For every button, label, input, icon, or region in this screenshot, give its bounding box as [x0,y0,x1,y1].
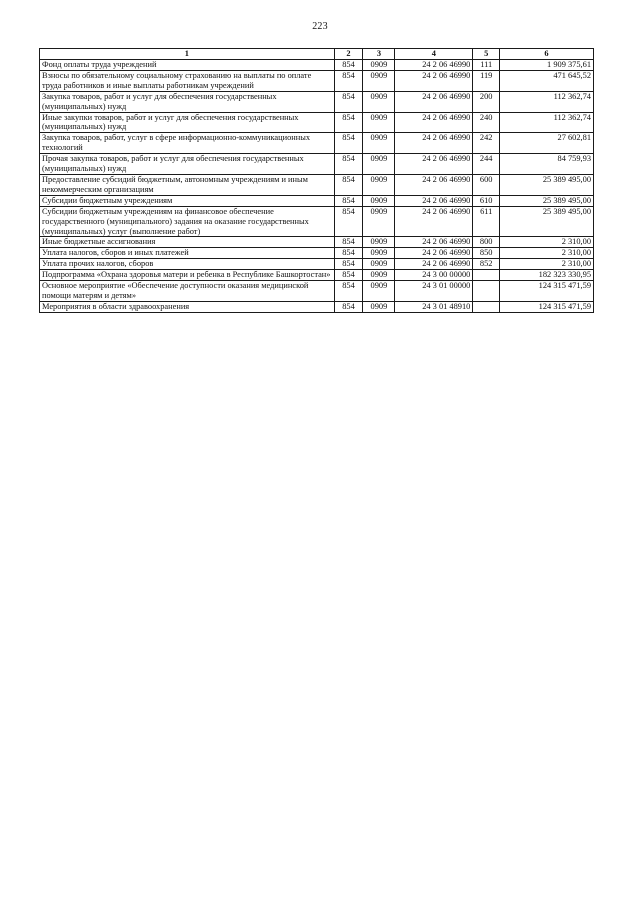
row-section-code: 0909 [363,91,395,112]
column-header-6: 6 [500,49,594,60]
row-section-code: 0909 [363,270,395,281]
row-amount: 2 310,00 [500,248,594,259]
column-header-4: 4 [395,49,473,60]
row-target-code: 24 2 06 46990 [395,154,473,175]
table-row [40,237,594,248]
row-expense-type: 111 [473,60,500,71]
row-admin-code: 854 [334,281,363,302]
table-row [40,70,594,91]
row-name: Иные бюджетные ассигнования [40,237,335,248]
row-amount: 112 362,74 [500,112,594,133]
row-admin-code: 854 [334,301,363,312]
table-body [40,60,594,313]
row-section-code: 0909 [363,248,395,259]
row-amount: 25 389 495,00 [500,174,594,195]
row-admin-code: 854 [334,237,363,248]
row-expense-type: 852 [473,259,500,270]
row-target-code: 24 2 06 46990 [395,237,473,248]
row-name: Подпрограмма «Охрана здоровья матери и ребенка в Республике Башкортостан» [40,270,335,281]
row-target-code: 24 2 06 46990 [395,112,473,133]
page-number: 223 [312,21,328,32]
row-expense-type: 850 [473,248,500,259]
row-expense-type: 242 [473,133,500,154]
row-section-code: 0909 [363,154,395,175]
row-admin-code: 854 [334,206,363,237]
column-header-5: 5 [473,49,500,60]
row-target-code: 24 3 01 00000 [395,281,473,302]
row-section-code: 0909 [363,112,395,133]
column-header-3: 3 [363,49,395,60]
row-target-code: 24 2 06 46990 [395,133,473,154]
row-section-code: 0909 [363,60,395,71]
row-admin-code: 854 [334,195,363,206]
row-target-code: 24 3 01 48910 [395,301,473,312]
budget-table [39,48,594,313]
row-amount: 1 909 375,61 [500,60,594,71]
row-section-code: 0909 [363,206,395,237]
row-name: Закупка товаров, работ и услуг для обеспечения государственных (муниципальных) нужд [40,91,335,112]
row-name: Фонд оплаты труда учреждений [40,60,335,71]
row-expense-type: 200 [473,91,500,112]
row-name: Субсидии бюджетным учреждениям [40,195,335,206]
table-row [40,133,594,154]
row-expense-type: 610 [473,195,500,206]
row-amount: 84 759,93 [500,154,594,175]
row-expense-type [473,270,500,281]
row-name: Иные закупки товаров, работ и услуг для обеспечения государственных (муниципальных) нужд [40,112,335,133]
row-amount: 471 645,52 [500,70,594,91]
row-section-code: 0909 [363,237,395,248]
row-admin-code: 854 [334,91,363,112]
row-target-code: 24 2 06 46990 [395,60,473,71]
row-admin-code: 854 [334,112,363,133]
table-row [40,91,594,112]
row-amount: 112 362,74 [500,91,594,112]
table-row [40,248,594,259]
row-expense-type: 800 [473,237,500,248]
row-amount: 2 310,00 [500,259,594,270]
row-expense-type: 240 [473,112,500,133]
row-admin-code: 854 [334,259,363,270]
row-section-code: 0909 [363,281,395,302]
row-admin-code: 854 [334,60,363,71]
table-row [40,195,594,206]
table-row [40,174,594,195]
row-target-code: 24 2 06 46990 [395,91,473,112]
row-name: Закупка товаров, работ, услуг в сфере информационно-коммуникационных технологий [40,133,335,154]
row-section-code: 0909 [363,195,395,206]
table-row [40,206,594,237]
row-expense-type: 119 [473,70,500,91]
row-name: Основное мероприятие «Обеспечение доступности оказания медицинской помощи матерям и детям» [40,281,335,302]
row-name: Прочая закупка товаров, работ и услуг для обеспечения государственных (муниципальных) нужд [40,154,335,175]
row-section-code: 0909 [363,133,395,154]
row-expense-type: 611 [473,206,500,237]
row-target-code: 24 2 06 46990 [395,259,473,270]
table-row [40,112,594,133]
row-target-code: 24 2 06 46990 [395,248,473,259]
row-expense-type: 244 [473,154,500,175]
row-admin-code: 854 [334,133,363,154]
row-target-code: 24 3 00 00000 [395,270,473,281]
column-header-1: 1 [40,49,335,60]
row-name: Мероприятия в области здравоохранения [40,301,335,312]
row-admin-code: 854 [334,70,363,91]
table-row [40,60,594,71]
table-row [40,270,594,281]
row-expense-type: 600 [473,174,500,195]
row-section-code: 0909 [363,301,395,312]
row-name: Субсидии бюджетным учреждениям на финансовое обеспечение государственного (муниципального) задания на оказание государственных (муниципальных) услуг (выполнение работ) [40,206,335,237]
row-name: Взносы по обязательному социальному страхованию на выплаты по оплате труда работников и иные выплаты работникам учреждений [40,70,335,91]
table-row [40,259,594,270]
row-amount: 25 389 495,00 [500,195,594,206]
column-header-2: 2 [334,49,363,60]
row-target-code: 24 2 06 46990 [395,70,473,91]
row-amount: 27 602,81 [500,133,594,154]
row-admin-code: 854 [334,248,363,259]
row-name: Уплата налогов, сборов и иных платежей [40,248,335,259]
row-admin-code: 854 [334,154,363,175]
row-name: Уплата прочих налогов, сборов [40,259,335,270]
row-target-code: 24 2 06 46990 [395,174,473,195]
row-target-code: 24 2 06 46990 [395,206,473,237]
row-amount: 182 323 330,95 [500,270,594,281]
row-admin-code: 854 [334,270,363,281]
row-section-code: 0909 [363,174,395,195]
row-section-code: 0909 [363,259,395,270]
table-row [40,301,594,312]
row-admin-code: 854 [334,174,363,195]
row-target-code: 24 2 06 46990 [395,195,473,206]
row-name: Предоставление субсидий бюджетным, автономным учреждениям и иным некоммерческим организациям [40,174,335,195]
row-amount: 124 315 471,59 [500,281,594,302]
table-row [40,154,594,175]
row-expense-type [473,281,500,302]
table-header-row [40,49,594,60]
row-amount: 124 315 471,59 [500,301,594,312]
table-row [40,281,594,302]
row-amount: 25 389 495,00 [500,206,594,237]
row-section-code: 0909 [363,70,395,91]
row-amount: 2 310,00 [500,237,594,248]
row-expense-type [473,301,500,312]
